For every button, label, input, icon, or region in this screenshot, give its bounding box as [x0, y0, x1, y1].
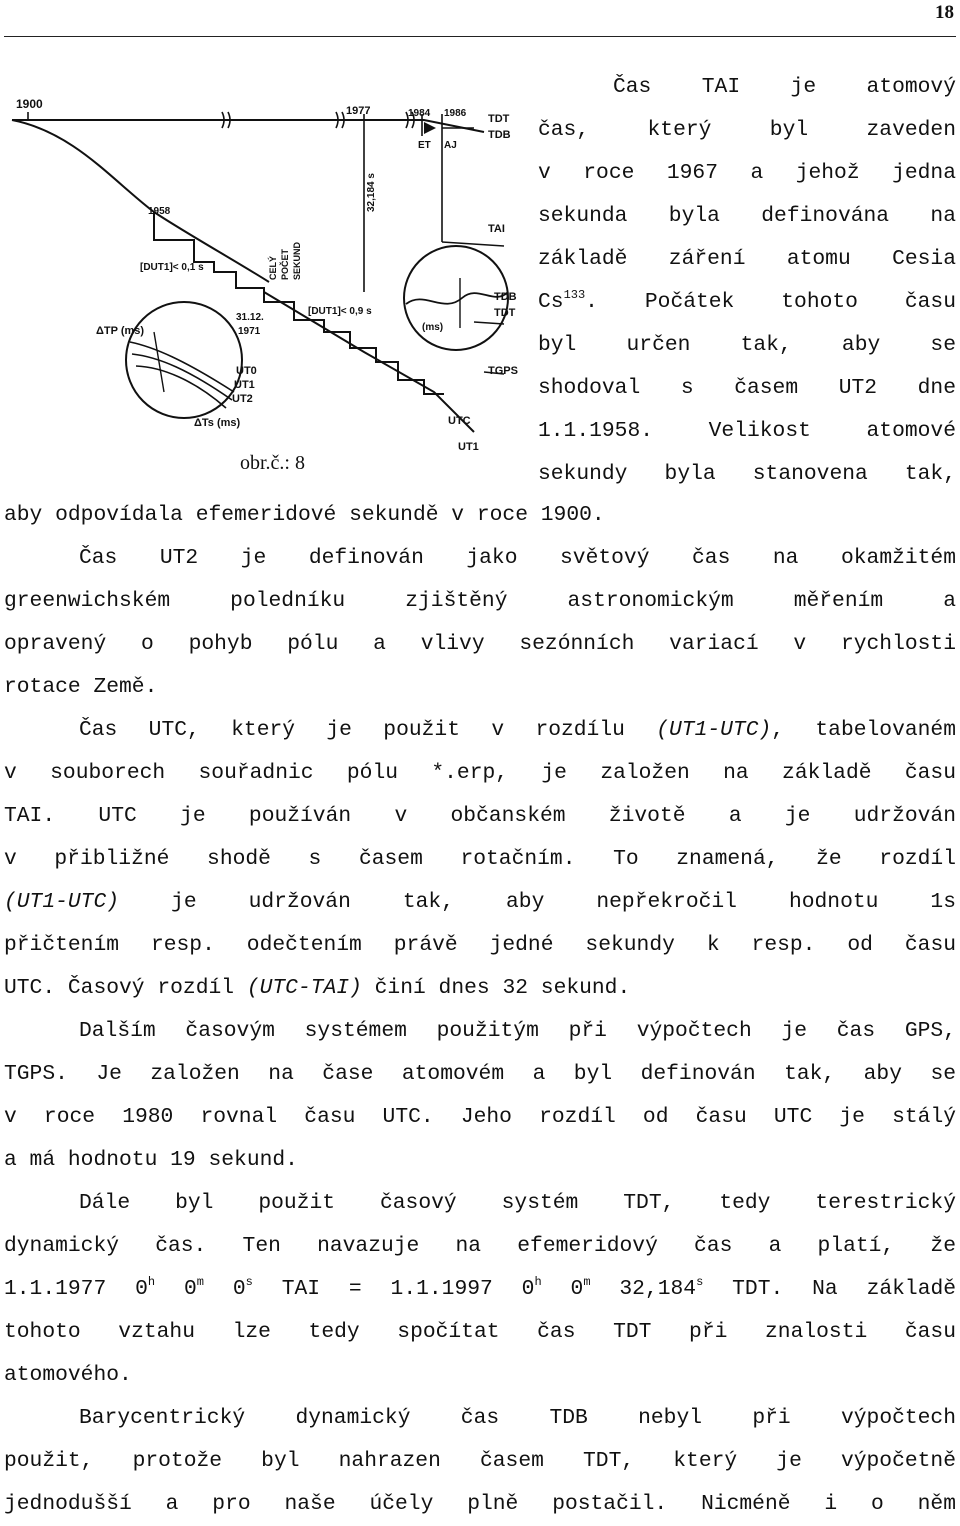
label-date-3112: 31.12. [236, 312, 264, 323]
label-1977: 1977 [346, 105, 371, 117]
text-line [4, 881, 956, 924]
superscript: h [534, 1275, 542, 1289]
page-number: 18 [935, 2, 954, 23]
text-line: Čas TAI je atomový [613, 75, 956, 99]
text-line: základě záření atomu Cesia [538, 247, 956, 271]
text-line [4, 1268, 956, 1311]
ut-detail-circle [126, 302, 242, 418]
label-ut2: UT2 [232, 393, 253, 405]
text-line: Dále byl použit časový systém TDT, tedy terestrický [79, 1191, 956, 1215]
label-ut0: UT0 [236, 365, 257, 377]
text-line: Čas UT2 je definován jako světový čas na okamžitém [79, 546, 956, 570]
superscript: s [245, 1275, 253, 1289]
label-sekund: SEKUND [292, 241, 302, 280]
text-line: greenwichském poledníku zjištěný astronomickým měřením a [4, 589, 956, 613]
time-systems-diagram [4, 92, 524, 452]
text-line: použit, protože byl nahrazen časem TDT, který je výpočetně [4, 1449, 956, 1473]
text-fragment: 0 [203, 1277, 246, 1301]
ut-curve [12, 120, 269, 282]
text-fragment: . Počátek tohoto času [585, 290, 956, 314]
text-line: a má hodnotu 19 sekund. [4, 1148, 298, 1172]
label-1984: 1984 [408, 108, 431, 119]
text-line: sekundy byla stanovena tak, [538, 462, 956, 486]
text-fragment: 0 [155, 1277, 197, 1301]
label-aj: AJ [444, 140, 457, 151]
cs-mass-number: 133 [563, 288, 586, 302]
text-line: v roce 1967 a jehož jedna [538, 161, 956, 185]
label-ut1: UT1 [234, 379, 255, 391]
label-date-1971: 1971 [238, 326, 261, 337]
text-fragment: 32,184 [590, 1277, 697, 1301]
text-line [538, 281, 956, 324]
text-line [4, 967, 956, 1010]
header-rule [4, 36, 956, 37]
label-delta-ts: ΔTs (ms) [194, 417, 241, 429]
label-pocet: POČET [280, 248, 290, 280]
text-line: byl určen tak, aby se [538, 333, 956, 357]
text-fragment: UTC. Časový rozdíl [4, 976, 247, 1000]
cs-symbol: Cs [538, 290, 564, 314]
text-fragment: činí dnes 32 sekund. [361, 976, 631, 1000]
text-line: TGPS. Je založen na čase atomovém a byl definován tak, aby se [4, 1062, 956, 1086]
label-tai: TAI [488, 223, 505, 235]
text-fragment: 1.1.1977 0 [4, 1277, 148, 1301]
label-dut1-01: [DUT1]< 0,1 s [140, 262, 204, 273]
label-tdb-top: TDB [488, 129, 511, 141]
figure-caption: obr.č.: 8 [240, 452, 305, 474]
label-dut1-09: [DUT1]< 0,9 s [308, 306, 372, 317]
text-line: Barycentrický dynamický čas TDB nebyl při výpočtech [79, 1406, 956, 1430]
superscript: m [583, 1275, 591, 1289]
label-1986: 1986 [444, 108, 467, 119]
text-line: dynamický čas. Ten navazuje na efemeridový čas a platí, že [4, 1234, 956, 1258]
label-tdt-mid: TDT [494, 307, 516, 319]
label-1958: 1958 [148, 206, 171, 217]
label-1900: 1900 [16, 97, 43, 111]
text-line: přičtením resp. odečtením právě jedné sekundy k resp. od času [4, 933, 956, 957]
label-delta-tp: ΔTP (ms) [96, 325, 145, 337]
text-fragment: 0 [541, 1277, 584, 1301]
text-fragment: Čas UTC, který je použit v rozdílu [79, 718, 657, 742]
text-fragment: TAI = 1.1.1997 0 [252, 1277, 535, 1301]
text-line: aby odpovídala efemeridové sekundě v roce 1900. [4, 503, 605, 527]
text-fragment: TDT. Na základě [703, 1277, 957, 1301]
text-line: shodoval s časem UT2 dne [538, 376, 956, 400]
text-line: rotace Země. [4, 675, 158, 699]
text-line: tohoto vztahu lze tedy spočítat čas TDT při znalosti času [4, 1320, 956, 1344]
label-tdt-top: TDT [488, 113, 510, 125]
text-line: opravený o pohyb pólu a vlivy sezónních variací v rychlosti [4, 632, 956, 656]
text-line: TAI. UTC je používán v občanském životě a je udržován [4, 804, 956, 828]
label-32-184s: 32,184 s [366, 173, 377, 212]
text-line: v souborech souřadnic pólu *.erp, je založen na základě času [4, 761, 956, 785]
side-text [538, 66, 956, 496]
tdt-detail-circle [404, 246, 508, 350]
text-line [4, 709, 956, 752]
formula: (UTC-TAI) [246, 976, 362, 1000]
formula: (UT1-UTC) [4, 890, 120, 914]
text-line: 1.1.1958. Velikost atomové [538, 419, 956, 443]
formula: (UT1-UTC) [656, 718, 772, 742]
superscript: s [696, 1275, 704, 1289]
text-line: Dalším časovým systémem použitým při výpočtech je čas GPS, [79, 1019, 956, 1043]
label-ut1-bottom: UT1 [458, 441, 479, 452]
text-line: atomového. [4, 1363, 132, 1387]
text-fragment: , tabelovaném [771, 718, 956, 742]
text-line: čas, který byl zaveden [538, 118, 956, 142]
main-text [4, 494, 956, 1526]
text-fragment: je udržován tak, aby nepřekročil hodnotu 1s [119, 890, 956, 914]
text-line: jednodušší a pro naše účely plně postačil. Nicméně i o něm [4, 1492, 956, 1516]
label-et: ET [418, 140, 431, 151]
text-line: sekunda byla definována na [538, 204, 956, 228]
label-ms: (ms) [422, 322, 444, 333]
label-utc: UTC [448, 415, 471, 427]
superscript: h [147, 1275, 156, 1289]
label-cely: CELÝ [268, 255, 278, 280]
superscript: m [196, 1275, 204, 1289]
time-systems-figure [4, 92, 524, 492]
label-tdb-mid: TDB [494, 291, 517, 303]
label-tgps: TGPS [488, 365, 518, 377]
text-line: v roce 1980 rovnal času UTC. Jeho rozdíl od času UTC je stálý [4, 1105, 956, 1129]
text-line: v přibližné shodě s časem rotačním. To znamená, že rozdíl [4, 847, 956, 871]
